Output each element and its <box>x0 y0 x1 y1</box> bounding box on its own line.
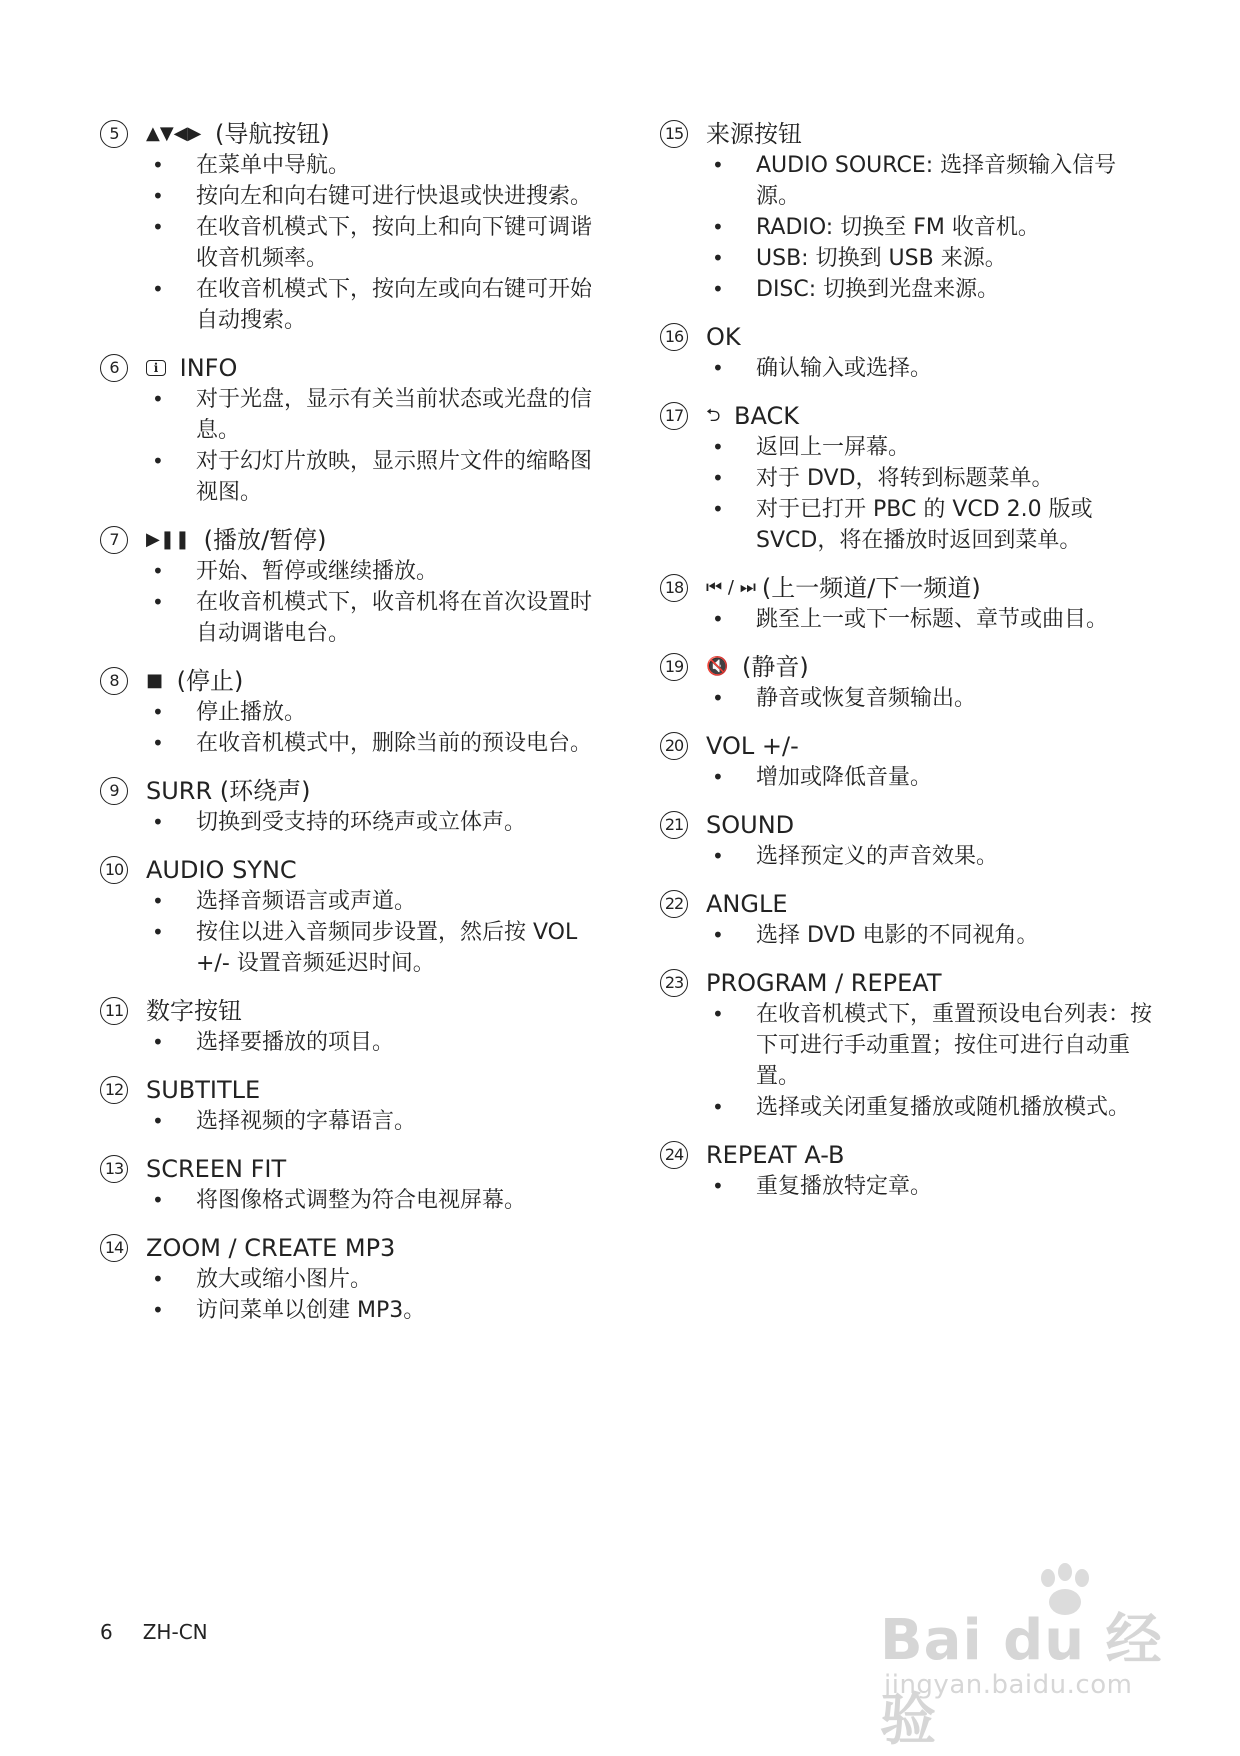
section-title: (停止) <box>169 667 244 695</box>
bullet-list <box>660 920 1160 951</box>
bullet-list <box>660 841 1160 872</box>
bullet-list <box>660 683 1160 714</box>
section-heading <box>100 995 600 1027</box>
list-item: • 选择视频的字幕语言。 <box>152 1106 600 1137</box>
list-item: • 在收音机模式下，按向左或向右键可开始自动搜索。 <box>152 274 600 336</box>
section-heading <box>100 1074 600 1106</box>
list-item: • 选择 DVD 电影的不同视角。 <box>712 920 1160 951</box>
section-6 <box>100 352 600 508</box>
section-title: SCREEN FIT <box>146 1155 287 1183</box>
item-number-badge: 5 <box>100 120 128 148</box>
section-title: AUDIO SYNC <box>146 856 297 884</box>
section-title: (播放/暂停) <box>196 526 327 554</box>
button-symbol-icon: ▲▼◀▶ <box>146 123 202 144</box>
section-heading <box>100 524 600 556</box>
item-number-badge: 20 <box>660 732 688 760</box>
item-number-badge: 13 <box>100 1155 128 1183</box>
item-number-badge: 15 <box>660 120 688 148</box>
list-item: • 在收音机模式下，按向上和向下键可调谐收音机频率。 <box>152 212 600 274</box>
bullet-list <box>660 1171 1160 1202</box>
item-number-badge: 12 <box>100 1076 128 1104</box>
bullet-list <box>100 697 600 759</box>
section-heading <box>660 967 1160 999</box>
section-heading <box>660 321 1160 353</box>
bullet-list <box>100 1185 600 1216</box>
list-item: • 对于幻灯片放映，显示照片文件的缩略图视图。 <box>152 446 600 508</box>
item-number-badge: 16 <box>660 323 688 351</box>
bullet-list <box>100 886 600 979</box>
list-item: • 选择音频语言或声道。 <box>152 886 600 917</box>
section-heading <box>660 1139 1160 1171</box>
section-9 <box>100 775 600 838</box>
section-21 <box>660 809 1160 872</box>
section-20 <box>660 730 1160 793</box>
item-number-badge: 9 <box>100 777 128 805</box>
baidu-jingyan-watermark <box>880 1560 1180 1753</box>
bullet-list <box>660 432 1160 556</box>
section-5 <box>100 118 600 336</box>
section-heading <box>660 572 1160 604</box>
section-title: (上一频道/下一频道) <box>761 574 981 602</box>
item-number-badge: 19 <box>660 653 688 681</box>
list-item: • 在收音机模式中，删除当前的预设电台。 <box>152 728 600 759</box>
watermark-url: jingyan.baidu.com <box>884 1670 1133 1700</box>
bullet-list <box>660 762 1160 793</box>
section-heading <box>660 118 1160 150</box>
section-title: ANGLE <box>706 890 788 918</box>
watermark-logo: Bai du 经验 <box>880 1608 1163 1753</box>
list-item: • 选择要播放的项目。 <box>152 1027 600 1058</box>
section-heading <box>100 775 600 807</box>
section-title: PROGRAM / REPEAT <box>706 969 942 997</box>
list-item: • 选择预定义的声音效果。 <box>712 841 1160 872</box>
section-17 <box>660 400 1160 556</box>
bullet-list <box>660 999 1160 1123</box>
bullet-list <box>660 604 1160 635</box>
section-title: SURR (环绕声) <box>146 777 311 805</box>
section-heading <box>100 854 600 886</box>
button-symbol-icon: 🔇 <box>706 656 729 677</box>
section-14 <box>100 1232 600 1326</box>
list-item: • 按住以进入音频同步设置，然后按 VOL +/- 设置音频延迟时间。 <box>152 917 600 979</box>
bullet-list <box>100 1027 600 1058</box>
section-heading <box>660 888 1160 920</box>
section-11 <box>100 995 600 1058</box>
page-number: 6 <box>100 1620 113 1644</box>
list-item: • 在菜单中导航。 <box>152 150 600 181</box>
section-title: (导航按钮) <box>207 120 330 148</box>
item-number-badge: 10 <box>100 856 128 884</box>
page-footer <box>100 1620 208 1644</box>
button-symbol-icon: ⏮ / ⏭ <box>706 577 756 598</box>
section-title: OK <box>706 323 741 351</box>
list-item: • DISC: 切换到光盘来源。 <box>712 274 1160 305</box>
list-item: • 对于光盘，显示有关当前状态或光盘的信息。 <box>152 384 600 446</box>
list-item: • 增加或降低音量。 <box>712 762 1160 793</box>
section-title: 数字按钮 <box>146 997 242 1025</box>
section-16 <box>660 321 1160 384</box>
section-18 <box>660 572 1160 635</box>
section-13 <box>100 1153 600 1216</box>
list-item: • 返回上一屏幕。 <box>712 432 1160 463</box>
bullet-list <box>100 1106 600 1137</box>
bullet-list <box>660 150 1160 305</box>
section-8 <box>100 665 600 759</box>
list-item: • 在收音机模式下，重置预设电台列表：按下可进行手动重置；按住可进行自动重置。 <box>712 999 1160 1092</box>
item-number-badge: 17 <box>660 402 688 430</box>
item-number-badge: 11 <box>100 997 128 1025</box>
bullet-list <box>100 556 600 649</box>
button-symbol-icon: ⮌ <box>706 405 721 426</box>
section-10 <box>100 854 600 979</box>
section-title: INFO <box>172 354 238 382</box>
section-heading <box>660 730 1160 762</box>
list-item: • 停止播放。 <box>152 697 600 728</box>
list-item: • 放大或缩小图片。 <box>152 1264 600 1295</box>
button-symbol-icon: ■ <box>146 670 164 691</box>
list-item: • AUDIO SOURCE: 选择音频输入信号源。 <box>712 150 1160 212</box>
list-item: • RADIO: 切换至 FM 收音机。 <box>712 212 1160 243</box>
section-23 <box>660 967 1160 1123</box>
section-title: SOUND <box>706 811 795 839</box>
item-number-badge: 23 <box>660 969 688 997</box>
section-title: ZOOM / CREATE MP3 <box>146 1234 396 1262</box>
section-title: VOL +/- <box>706 732 799 760</box>
item-number-badge: 6 <box>100 354 128 382</box>
item-number-badge: 14 <box>100 1234 128 1262</box>
section-title: REPEAT A-B <box>706 1141 845 1169</box>
section-heading <box>660 809 1160 841</box>
section-title: (静音) <box>734 653 809 681</box>
list-item: • 按向左和向右键可进行快退或快进搜索。 <box>152 181 600 212</box>
section-heading <box>100 1232 600 1264</box>
language-code: ZH-CN <box>142 1620 208 1644</box>
list-item: • 开始、暂停或继续播放。 <box>152 556 600 587</box>
section-heading <box>100 1153 600 1185</box>
section-19 <box>660 651 1160 714</box>
section-title: 来源按钮 <box>706 120 802 148</box>
item-number-badge: 24 <box>660 1141 688 1169</box>
section-15 <box>660 118 1160 305</box>
item-number-badge: 22 <box>660 890 688 918</box>
item-number-badge: 21 <box>660 811 688 839</box>
section-title: SUBTITLE <box>146 1076 261 1104</box>
section-title: BACK <box>726 402 800 430</box>
list-item: • 对于已打开 PBC 的 VCD 2.0 版或 SVCD，将在播放时返回到菜单。 <box>712 494 1160 556</box>
list-item: • 访问菜单以创建 MP3。 <box>152 1295 600 1326</box>
section-24 <box>660 1139 1160 1202</box>
right-column <box>660 118 1160 1218</box>
list-item: • 切换到受支持的环绕声或立体声。 <box>152 807 600 838</box>
section-7 <box>100 524 600 649</box>
item-number-badge: 7 <box>100 526 128 554</box>
list-item: • 静音或恢复音频输出。 <box>712 683 1160 714</box>
list-item: • 将图像格式调整为符合电视屏幕。 <box>152 1185 600 1216</box>
list-item: • 选择或关闭重复播放或随机播放模式。 <box>712 1092 1160 1123</box>
info-icon: i <box>146 360 166 376</box>
list-item: • USB: 切换到 USB 来源。 <box>712 243 1160 274</box>
list-item: • 在收音机模式下，收音机将在首次设置时自动调谐电台。 <box>152 587 600 649</box>
list-item: • 跳至上一或下一标题、章节或曲目。 <box>712 604 1160 635</box>
section-heading <box>100 665 600 697</box>
button-symbol-icon: ▶❚❚ <box>146 529 191 550</box>
section-heading <box>660 651 1160 683</box>
section-heading <box>100 352 600 384</box>
list-item: • 确认输入或选择。 <box>712 353 1160 384</box>
bullet-list <box>100 384 600 508</box>
list-item: • 对于 DVD，将转到标题菜单。 <box>712 463 1160 494</box>
item-number-badge: 8 <box>100 667 128 695</box>
section-heading <box>660 400 1160 432</box>
bullet-list <box>660 353 1160 384</box>
section-heading <box>100 118 600 150</box>
list-item: • 重复播放特定章。 <box>712 1171 1160 1202</box>
item-number-badge: 18 <box>660 574 688 602</box>
section-12 <box>100 1074 600 1137</box>
bullet-list <box>100 150 600 336</box>
bullet-list <box>100 807 600 838</box>
bullet-list <box>100 1264 600 1326</box>
left-column <box>100 118 600 1342</box>
section-22 <box>660 888 1160 951</box>
